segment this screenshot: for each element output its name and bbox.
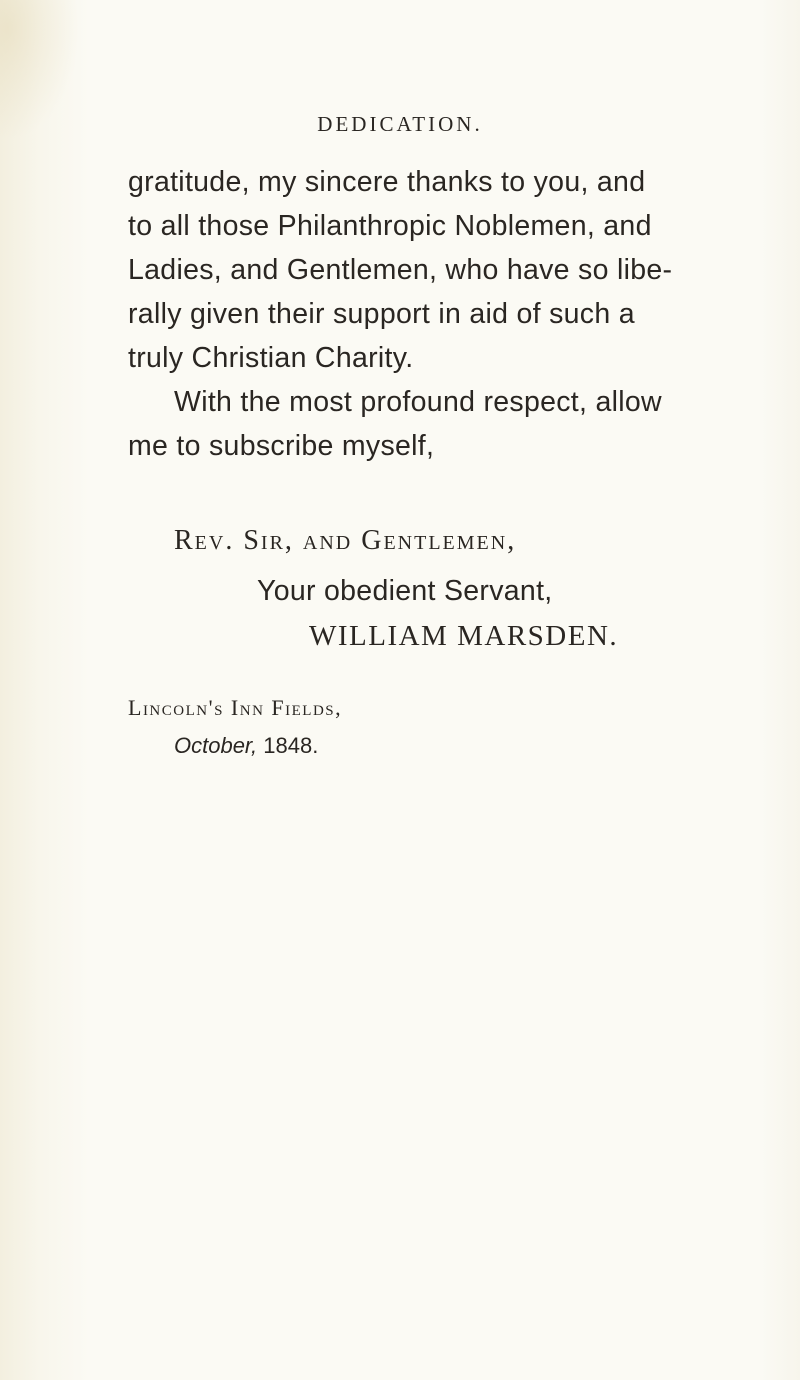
place-line: Lincoln's Inn Fields,	[128, 695, 343, 720]
salutation: Rev. Sir, and Gentlemen,	[174, 525, 517, 556]
complimentary-close: Your obedient Servant,	[257, 575, 553, 607]
body-line-4: rally given their support in aid of such a	[128, 298, 635, 330]
body-line-6: With the most profound respect, allow	[174, 386, 662, 418]
body-line-3: Ladies, and Gentlemen, who have so libe-	[128, 254, 673, 286]
date-month: October,	[174, 733, 258, 758]
running-head: DEDICATION.	[317, 112, 483, 136]
dedication-body	[128, 160, 748, 468]
body-line-1: gratitude, my sincere thanks to you, and	[128, 166, 646, 198]
date-year: 1848.	[263, 733, 319, 758]
body-line-2: to all those Philanthropic Noblemen, and	[128, 210, 652, 242]
signature: WILLIAM MARSDEN.	[309, 620, 619, 652]
date-line	[174, 733, 800, 759]
body-line-7: me to subscribe myself,	[128, 430, 435, 462]
body-line-5: truly Christian Charity.	[128, 342, 414, 374]
